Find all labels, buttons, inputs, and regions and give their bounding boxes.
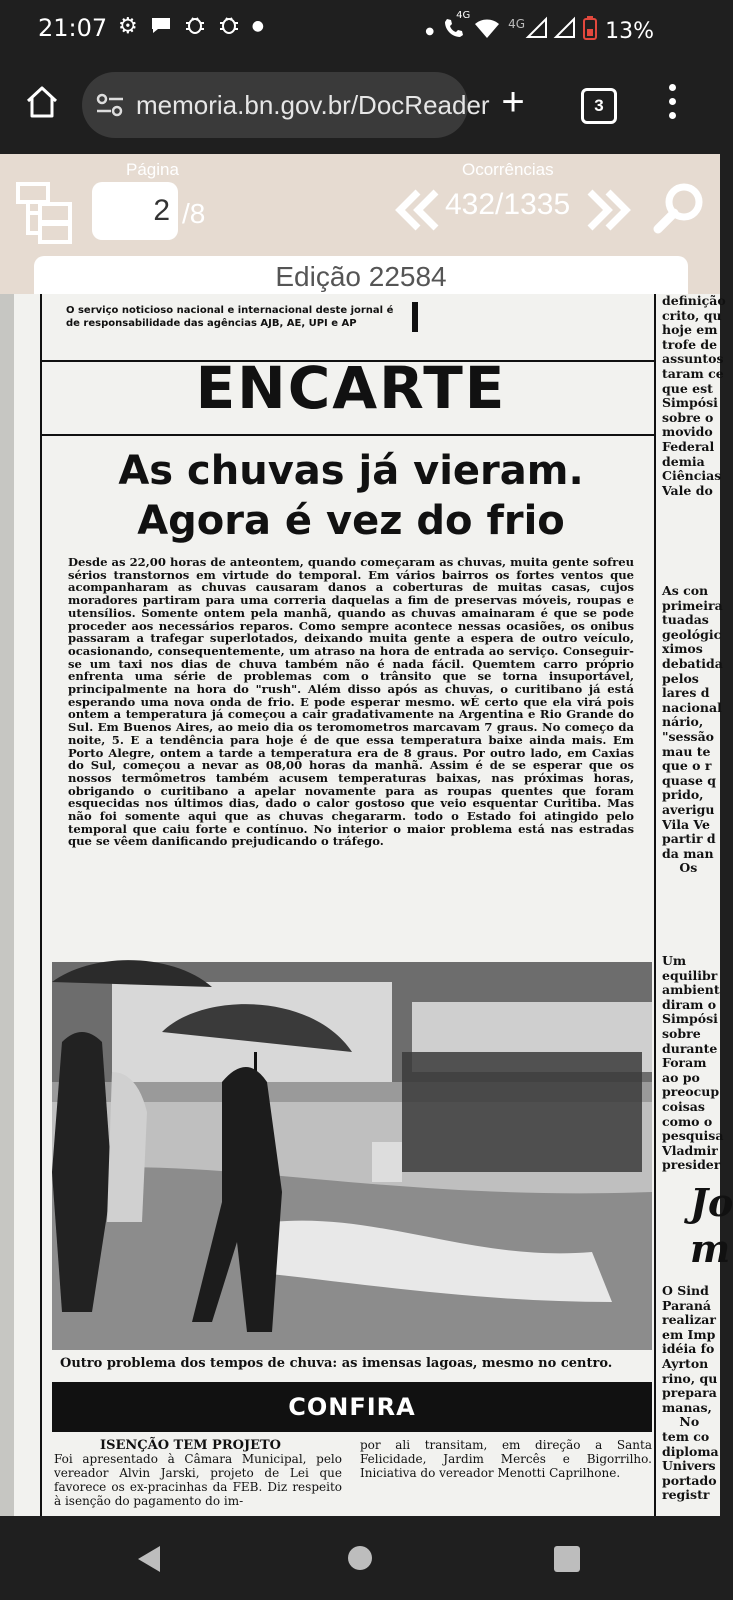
dot-icon: ● (425, 25, 435, 37)
back-icon[interactable] (136, 1544, 162, 1579)
side-column-text: definição crito, qu hoje em trofe de assuntos taram ce que est Simpósi sobre o movido Federal demia Ciências Vale do (662, 293, 726, 498)
page-edge (0, 294, 14, 1516)
divider (412, 302, 418, 332)
side-column-text: As con primeira tuadas geológic ximos debatida pelos lares d nacional nário, "sessão mau te que o r quase q prido, averigu Vila Ve partir d da man Os (662, 583, 723, 876)
confira-banner: CONFIRA (52, 1382, 652, 1432)
volte-call-icon (442, 10, 471, 46)
battery-percent: 13% (605, 18, 654, 44)
plus-icon: + (501, 80, 525, 124)
page-label: Página (126, 160, 179, 179)
more-options-icon[interactable] (666, 84, 678, 124)
side-headline: m (690, 1226, 731, 1271)
page-total: /8 (182, 198, 206, 229)
browser-toolbar (0, 60, 720, 154)
side-headline: Jo (690, 1180, 733, 1225)
page-number-input[interactable]: 2 (92, 182, 178, 240)
edition-banner: Edição 22584 (34, 256, 688, 300)
side-column-text: O Sind Paraná realizar em Imp idéia fo Ayrton rino, qu prepara manas, No tem co diploma Univers portado registr (662, 1283, 719, 1503)
chat-icon (150, 14, 172, 42)
photo-caption: Outro problema dos tempos de chuva: as imensas lagoas, mesmo no centro. (60, 1356, 613, 1371)
side-column-text: Um equilibr ambient diram o Simpósi sobre durante Foram ao po preocup coisas como o pesquisa Vladmir presider (662, 953, 724, 1173)
column-left-text: Foi apresentado à Câmara Municipal, pelo vereador Alvin Jarski, projeto de Lei que favorece os ex-pracinhas da FEB. Diz respeito à isenção do pagamento do im- (54, 1452, 342, 1508)
article-body: Desde as 22,00 horas de anteontem, quando começaram as chuvas, muita gente sofreu sérios transtornos em virtude do temporal. Em vários bairros os fortes ventos que acompanharam as chuvas causaram danos a coberturas de muitas casas, cujos moradores partiram para uma correria daquelas a fim de preservas móveis, roupas e utensílios. Somente ontem pela manhã, quando as chuvas amainaram é que se pode proceder aos necessários reparos. Como sempre acontece nessas ocasiões, os onibus passaram a trafegar superlotados, deixando muita gente a espera de outro veículo, ocasionando, consequentemente, um atraso na hora de entrada ao serviço. Conseguir-se um taxi nos dias de chuva também não é nada fácil. Quemtem carro próprio enfrenta uma série de problemas com o trânsito que se torna insuportável, principalmente na hora do "rush". Além disso após as chuvas, o curitibano já está esperando uma nova onda de frio. E pode esperar mesmo. wÉ certo que ela virá pois ontem a temperatura já começou a cair gradativamente na Argentina e Rio Grande do Sul. Em Buenos Aires, ao meio dia os teromometros marcavam 7 graus. No começo da noite, 5. E a tendência para hoje é de que essa temperatura baixe ainda mais. Em Porto Alegre, ontem a tarde a temperatura era de 8 graus. Por outro lado, em Caxias do Sul, começou a nevar as 08,00 horas da manhã. Assim é de se esperar que os nossos termômetros também acusem temperaturas baixas, nas próximas horas, obrigando o curitibano a apelar novamente para as roupas quentes que foram esquecidas nos últimos dias, dado o calor gostoso que veio esquentar Curitiba. Mas não foi somente aqui que as chuvas chegararm. todo o Estado foi atingido pelo temporal que caiu forte e contínuo. No interior o maior problema está nas estradas que se vêem danificando prejudicando o tráfego. (68, 555, 634, 849)
new-tab-button[interactable] (494, 82, 532, 122)
previous-occurrence-icon[interactable] (396, 188, 440, 237)
home-nav-icon[interactable] (348, 1546, 372, 1570)
rain-street-photo (52, 962, 652, 1350)
site-settings-icon[interactable] (96, 92, 124, 118)
dot-icon: ● (251, 18, 264, 34)
address-bar[interactable] (82, 72, 490, 138)
next-occurrence-icon[interactable] (586, 188, 630, 237)
network-type-label-2: 4G (508, 17, 526, 31)
signal-icon (527, 18, 547, 44)
wifi-icon (474, 17, 500, 45)
gear-icon: ⚙ (118, 14, 138, 39)
recents-icon[interactable] (554, 1546, 580, 1572)
url-text[interactable]: memoria.bn.gov.br/DocReader (136, 90, 490, 120)
news-agency-credit: O serviço noticioso nacional e internacional deste jornal é de responsabilidade das agências AJB, AE, UPI e AP (66, 305, 394, 329)
column-right-text: por ali transitam, em direção a Santa Felicidade, Jardim Mercês e Bigorrilho. Iniciativa do vereador Menotti Caprilhone. (360, 1438, 652, 1480)
headline-line-2: Agora é vez do frio (137, 498, 565, 544)
system-nav-bar (0, 1516, 720, 1600)
tree-view-icon[interactable] (16, 182, 74, 249)
signal-icon (555, 18, 575, 44)
headline-line-1: As chuvas já vieram. (118, 448, 584, 494)
system-icons (425, 10, 654, 46)
battery-low-icon (583, 16, 597, 46)
status-bar (0, 0, 720, 60)
section-title: ENCARTE (195, 354, 507, 422)
occurrences-count: 432/1335 (445, 188, 571, 221)
tab-switcher-button[interactable]: 3 (581, 88, 617, 124)
viewer-toolbar (0, 154, 720, 294)
bug-icon (218, 14, 240, 42)
bug-icon (184, 14, 206, 42)
home-icon (24, 84, 60, 120)
subsection-title: ISENÇÃO TEM PROJETO (100, 1438, 282, 1453)
document-viewer (0, 154, 733, 1516)
divider (40, 434, 656, 436)
occurrences-label: Ocorrências (462, 160, 554, 179)
network-type-label: 4G (456, 10, 471, 21)
search-icon[interactable] (652, 182, 706, 241)
newspaper-page[interactable] (0, 293, 733, 1516)
home-button[interactable] (24, 84, 60, 120)
headline (44, 446, 658, 546)
status-time: 21:07 (38, 14, 108, 42)
column-rule (40, 294, 42, 1516)
notification-icons (118, 14, 264, 42)
